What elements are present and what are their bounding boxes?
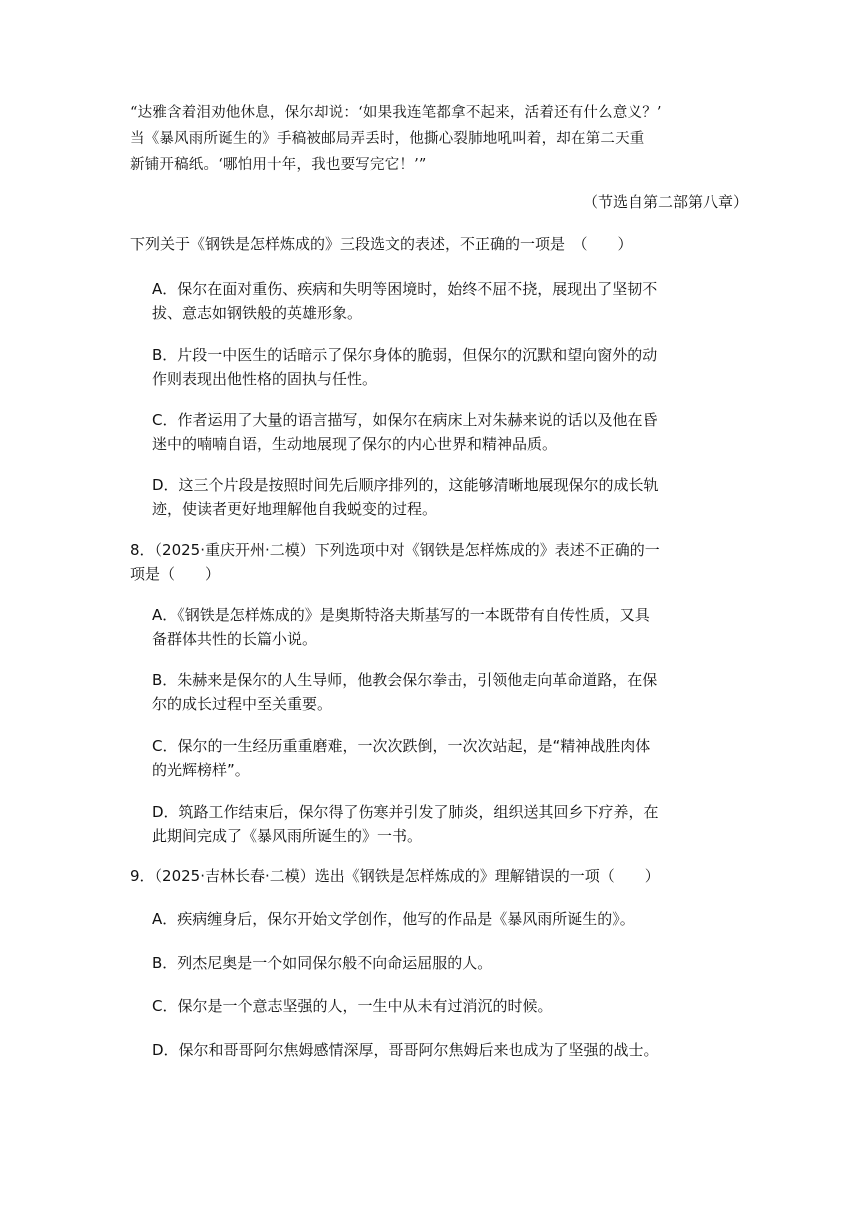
quote-line: 当《暴风雨所诞生的》手稿被邮局弄丢时，他撕心裂肺地吼叫着，却在第二天重 [130, 131, 645, 147]
option-text: D．保尔和哥哥阿尔焦姆感情深厚，哥哥阿尔焦姆后来也成为了坚强的战士。 [152, 1041, 659, 1059]
quote-line: “达雅含着泪劝他休息，保尔却说：‘如果我连笔都拿不起来，活着还有什么意义？’ [130, 105, 662, 121]
question-text: 9．（2025·吉林长春·二模）选出《钢铁是怎样炼成的》理解错误的一项（ ） [130, 867, 660, 885]
option-text: C．保尔是一个意志坚强的人，一生中从未有过消沉的时候。 [152, 997, 553, 1015]
option-text: 此期间完成了《暴风雨所诞生的》一书。 [152, 827, 423, 845]
option-text: C．作者运用了大量的语言描写，如保尔在病床上对朱赫来说的话以及他在昏 [152, 411, 658, 429]
question-7-option-b [152, 343, 742, 391]
option-text: 备群体共性的长篇小说。 [152, 630, 318, 648]
question-7-option-d [152, 473, 742, 521]
option-text: A．疾病缠身后，保尔开始文学创作，他写的作品是《暴风雨所诞生的》。 [152, 910, 635, 928]
question-9-option-d [152, 1038, 742, 1062]
option-text: B．列杰尼奥是一个如同保尔般不向命运屈服的人。 [152, 954, 493, 972]
question-8-option-d [152, 800, 742, 848]
question-7-option-a [152, 277, 742, 325]
excerpt-quote [130, 100, 730, 178]
option-text: 迹，使读者更好地理解他自我蜕变的过程。 [152, 500, 438, 518]
option-text: 拔、意志如钢铁般的英雄形象。 [152, 304, 363, 322]
option-text: C．保尔的一生经历重重磨难，一次次跌倒，一次次站起，是“精神战胜肉体 [152, 737, 651, 755]
option-text: A．《钢铁是怎样炼成的》是奥斯特洛夫斯基写的一本既带有自传性质，又具 [152, 606, 650, 624]
option-text: B．片段一中医生的话暗示了保尔身体的脆弱，但保尔的沉默和望向窗外的动 [152, 346, 658, 364]
option-text: B．朱赫来是保尔的人生导师，他教会保尔拳击，引领他走向革命道路，在保 [152, 671, 658, 689]
question-text: 项是（ ） [130, 565, 221, 583]
question-8-option-c [152, 734, 742, 782]
option-text: 尔的成长过程中至关重要。 [152, 695, 333, 713]
option-text: D．筑路工作结束后，保尔得了伤寒并引发了肺炎，组织送其回乡下疗养，在 [152, 803, 659, 821]
excerpt-source: （节选自第二部第八章） [582, 193, 748, 211]
question-8-option-b [152, 668, 742, 716]
question-8-stem [130, 538, 740, 586]
option-text: 迷中的喃喃自语，生动地展现了保尔的内心世界和精神品质。 [152, 435, 558, 453]
quote-line: 新铺开稿纸。‘哪怕用十年，我也要写完它！’” [130, 157, 427, 173]
question-9-option-a [152, 907, 742, 931]
question-9-option-b [152, 951, 742, 975]
option-text: 的光辉榜样”。 [152, 761, 250, 779]
question-8-option-a [152, 603, 742, 651]
question-9-stem [130, 864, 740, 888]
question-text: 8．（2025·重庆开州·二模）下列选项中对《钢铁是怎样炼成的》表述不正确的一 [130, 541, 660, 559]
question-7-stem [130, 232, 740, 256]
question-9-option-c [152, 994, 742, 1018]
option-text: A．保尔在面对重伤、疾病和失明等困境时，始终不屈不挠，展现出了坚韧不 [152, 280, 658, 298]
question-7-option-c [152, 408, 742, 456]
option-text: D．这三个片段是按照时间先后顺序排列的，这能够清晰地展现保尔的成长轨 [152, 476, 659, 494]
question-text: 下列关于《钢铁是怎样炼成的》三段选文的表述，不正确的一项是 （ ） [130, 235, 633, 253]
option-text: 作则表现出他性格的固执与任性。 [152, 370, 378, 388]
